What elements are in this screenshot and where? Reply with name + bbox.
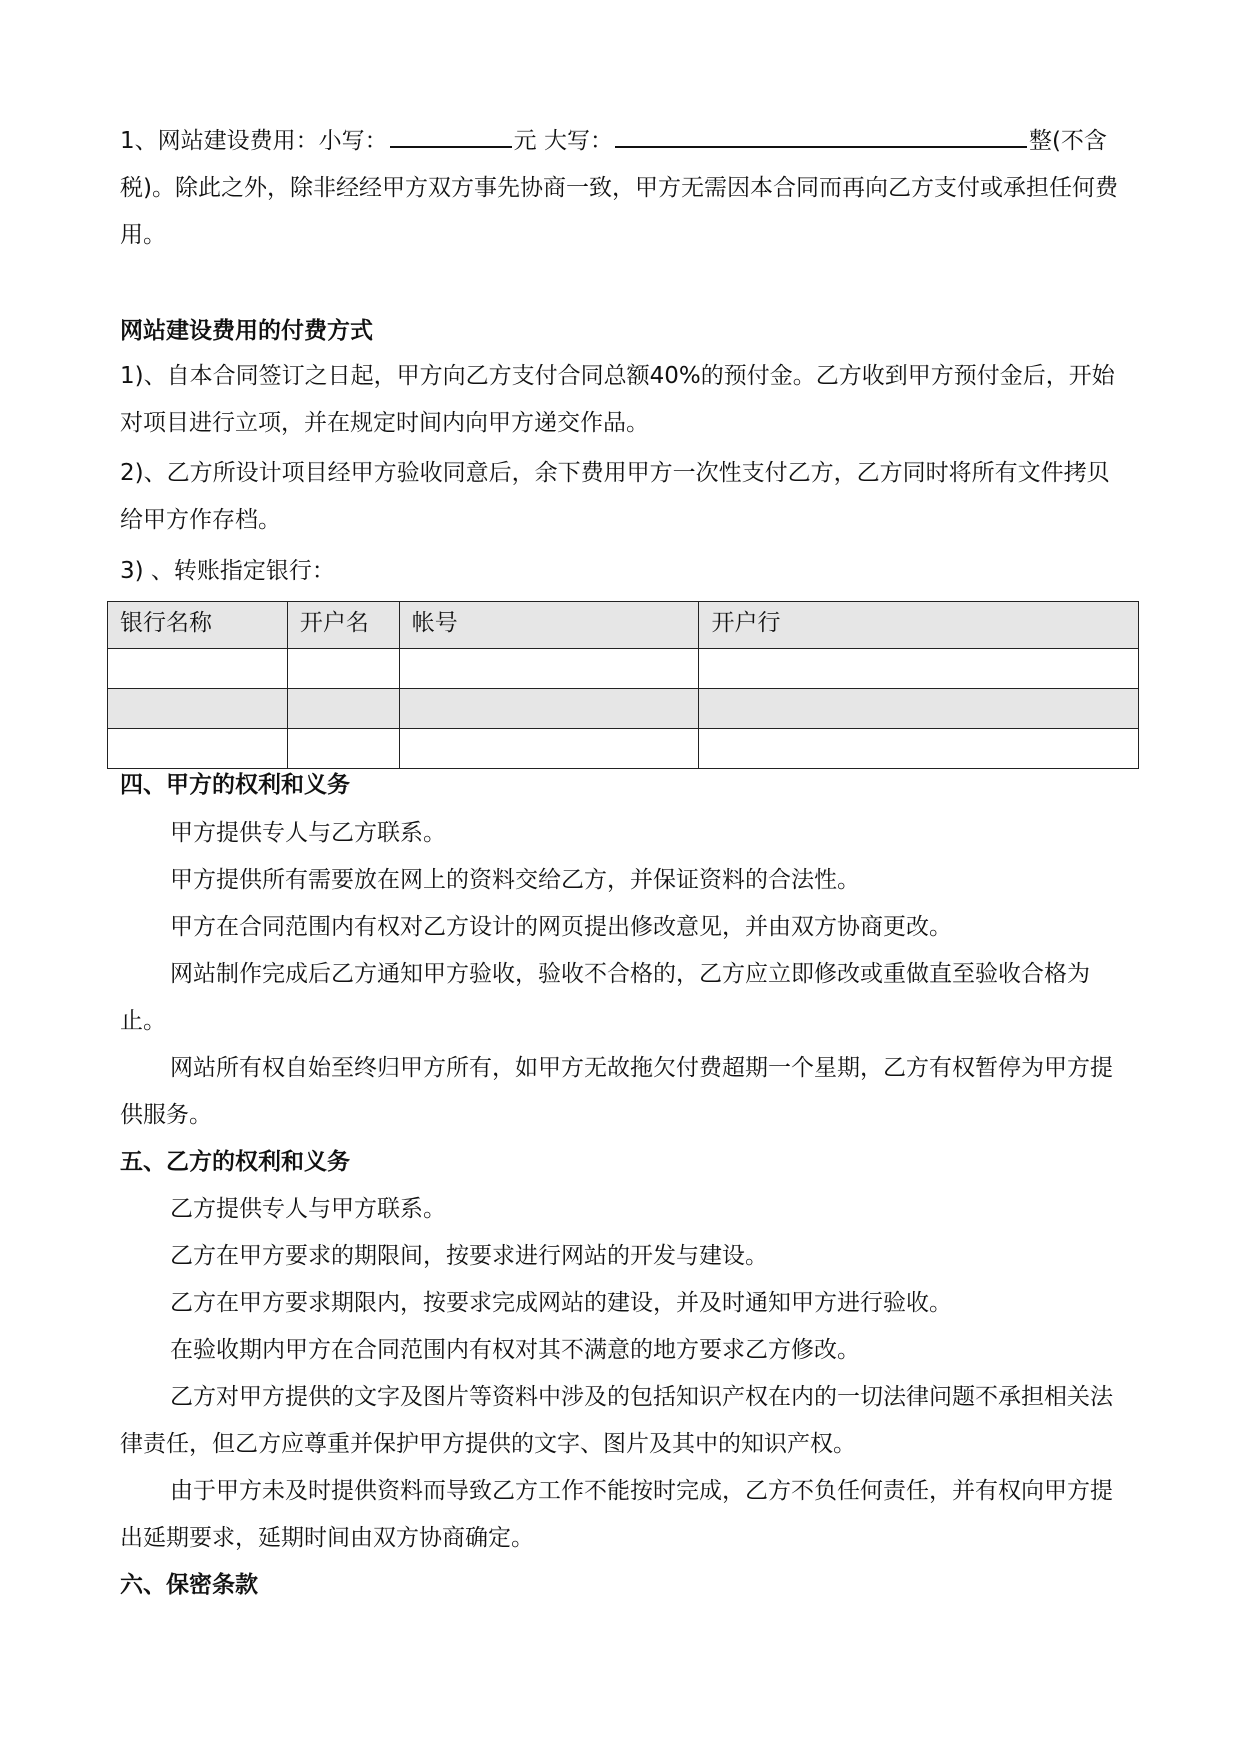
section6-heading: 六、保密条款: [120, 1572, 258, 1598]
section5-paragraph-1: 乙方提供专人与甲方联系。: [170, 1196, 446, 1222]
table-cell[interactable]: [287, 649, 399, 689]
bank-table-header-row: [108, 602, 1139, 649]
fee-yuan-label: 元 大写：: [513, 128, 613, 154]
fee-suffix: 整(不含税)。除此之外，除非经经甲方双方事先协商一致，甲方无需因本合同而再向乙方支付或承担任何费用。: [120, 128, 1118, 248]
table-cell[interactable]: [287, 689, 399, 729]
section5-paragraph-3: 乙方在甲方要求期限内，按要求完成网站的建设，并及时通知甲方进行验收。: [170, 1290, 952, 1316]
section5-paragraph-6: 由于甲方未及时提供资料而导致乙方工作不能按时完成，乙方不负任何责任，并有权向甲方提出延期要求，延期时间由双方协商确定。: [120, 1478, 1113, 1551]
table-cell[interactable]: [699, 649, 1139, 689]
amount-lowercase-blank: [390, 120, 512, 148]
section4-paragraph-5: 网站所有权自始至终归甲方所有，如甲方无故拖欠付费超期一个星期，乙方有权暂停为甲方提供服务。: [120, 1055, 1113, 1128]
table-cell[interactable]: [399, 689, 699, 729]
account-number-header: 帐号: [399, 602, 699, 649]
bank-name-header: 银行名称: [108, 602, 288, 649]
section4-paragraph-3: 甲方在合同范围内有权对乙方设计的网页提出修改意见，并由双方协商更改。: [170, 914, 952, 940]
amount-uppercase-blank: [615, 120, 1027, 148]
payment-item-2: 2)、乙方所设计项目经甲方验收同意后，余下费用甲方一次性支付乙方，乙方同时将所有文件拷贝给甲方作存档。: [120, 460, 1110, 533]
section5-paragraph-2: 乙方在甲方要求的期限间，按要求进行网站的开发与建设。: [170, 1243, 768, 1269]
opening-bank-header: 开户行: [699, 602, 1139, 649]
table-cell[interactable]: [108, 689, 288, 729]
section5-paragraph-4: 在验收期内甲方在合同范围内有权对其不满意的地方要求乙方修改。: [170, 1337, 860, 1363]
section5-heading: 五、乙方的权利和义务: [120, 1149, 350, 1175]
table-cell[interactable]: [108, 649, 288, 689]
section4-heading: 四、甲方的权利和义务: [120, 772, 350, 798]
payment-heading: 网站建设费用的付费方式: [120, 318, 373, 344]
table-row: [108, 689, 1139, 729]
section5-paragraph-5: 乙方对甲方提供的文字及图片等资料中涉及的包括知识产权在内的一切法律问题不承担相关法律责任，但乙方应尊重并保护甲方提供的文字、图片及其中的知识产权。: [120, 1384, 1113, 1457]
account-holder-header: 开户名: [287, 602, 399, 649]
table-cell[interactable]: [399, 649, 699, 689]
payment-item-1: 1)、自本合同签订之日起，甲方向乙方支付合同总额40%的预付金。乙方收到甲方预付金后，开始对项目进行立项，并在规定时间内向甲方递交作品。: [120, 363, 1115, 436]
bank-table: [107, 601, 1139, 769]
fee-prefix: 1、网站建设费用：小写：: [120, 128, 388, 154]
table-row: [108, 649, 1139, 689]
payment-item-3: 3) 、转账指定银行：: [120, 558, 335, 584]
section4-paragraph-4: 网站制作完成后乙方通知甲方验收，验收不合格的，乙方应立即修改或重做直至验收合格为止。: [120, 961, 1090, 1034]
section4-paragraph-1: 甲方提供专人与乙方联系。: [170, 820, 446, 846]
table-cell[interactable]: [699, 689, 1139, 729]
section4-paragraph-2: 甲方提供所有需要放在网上的资料交给乙方，并保证资料的合法性。: [170, 867, 860, 893]
fee-paragraph: [120, 118, 1130, 259]
